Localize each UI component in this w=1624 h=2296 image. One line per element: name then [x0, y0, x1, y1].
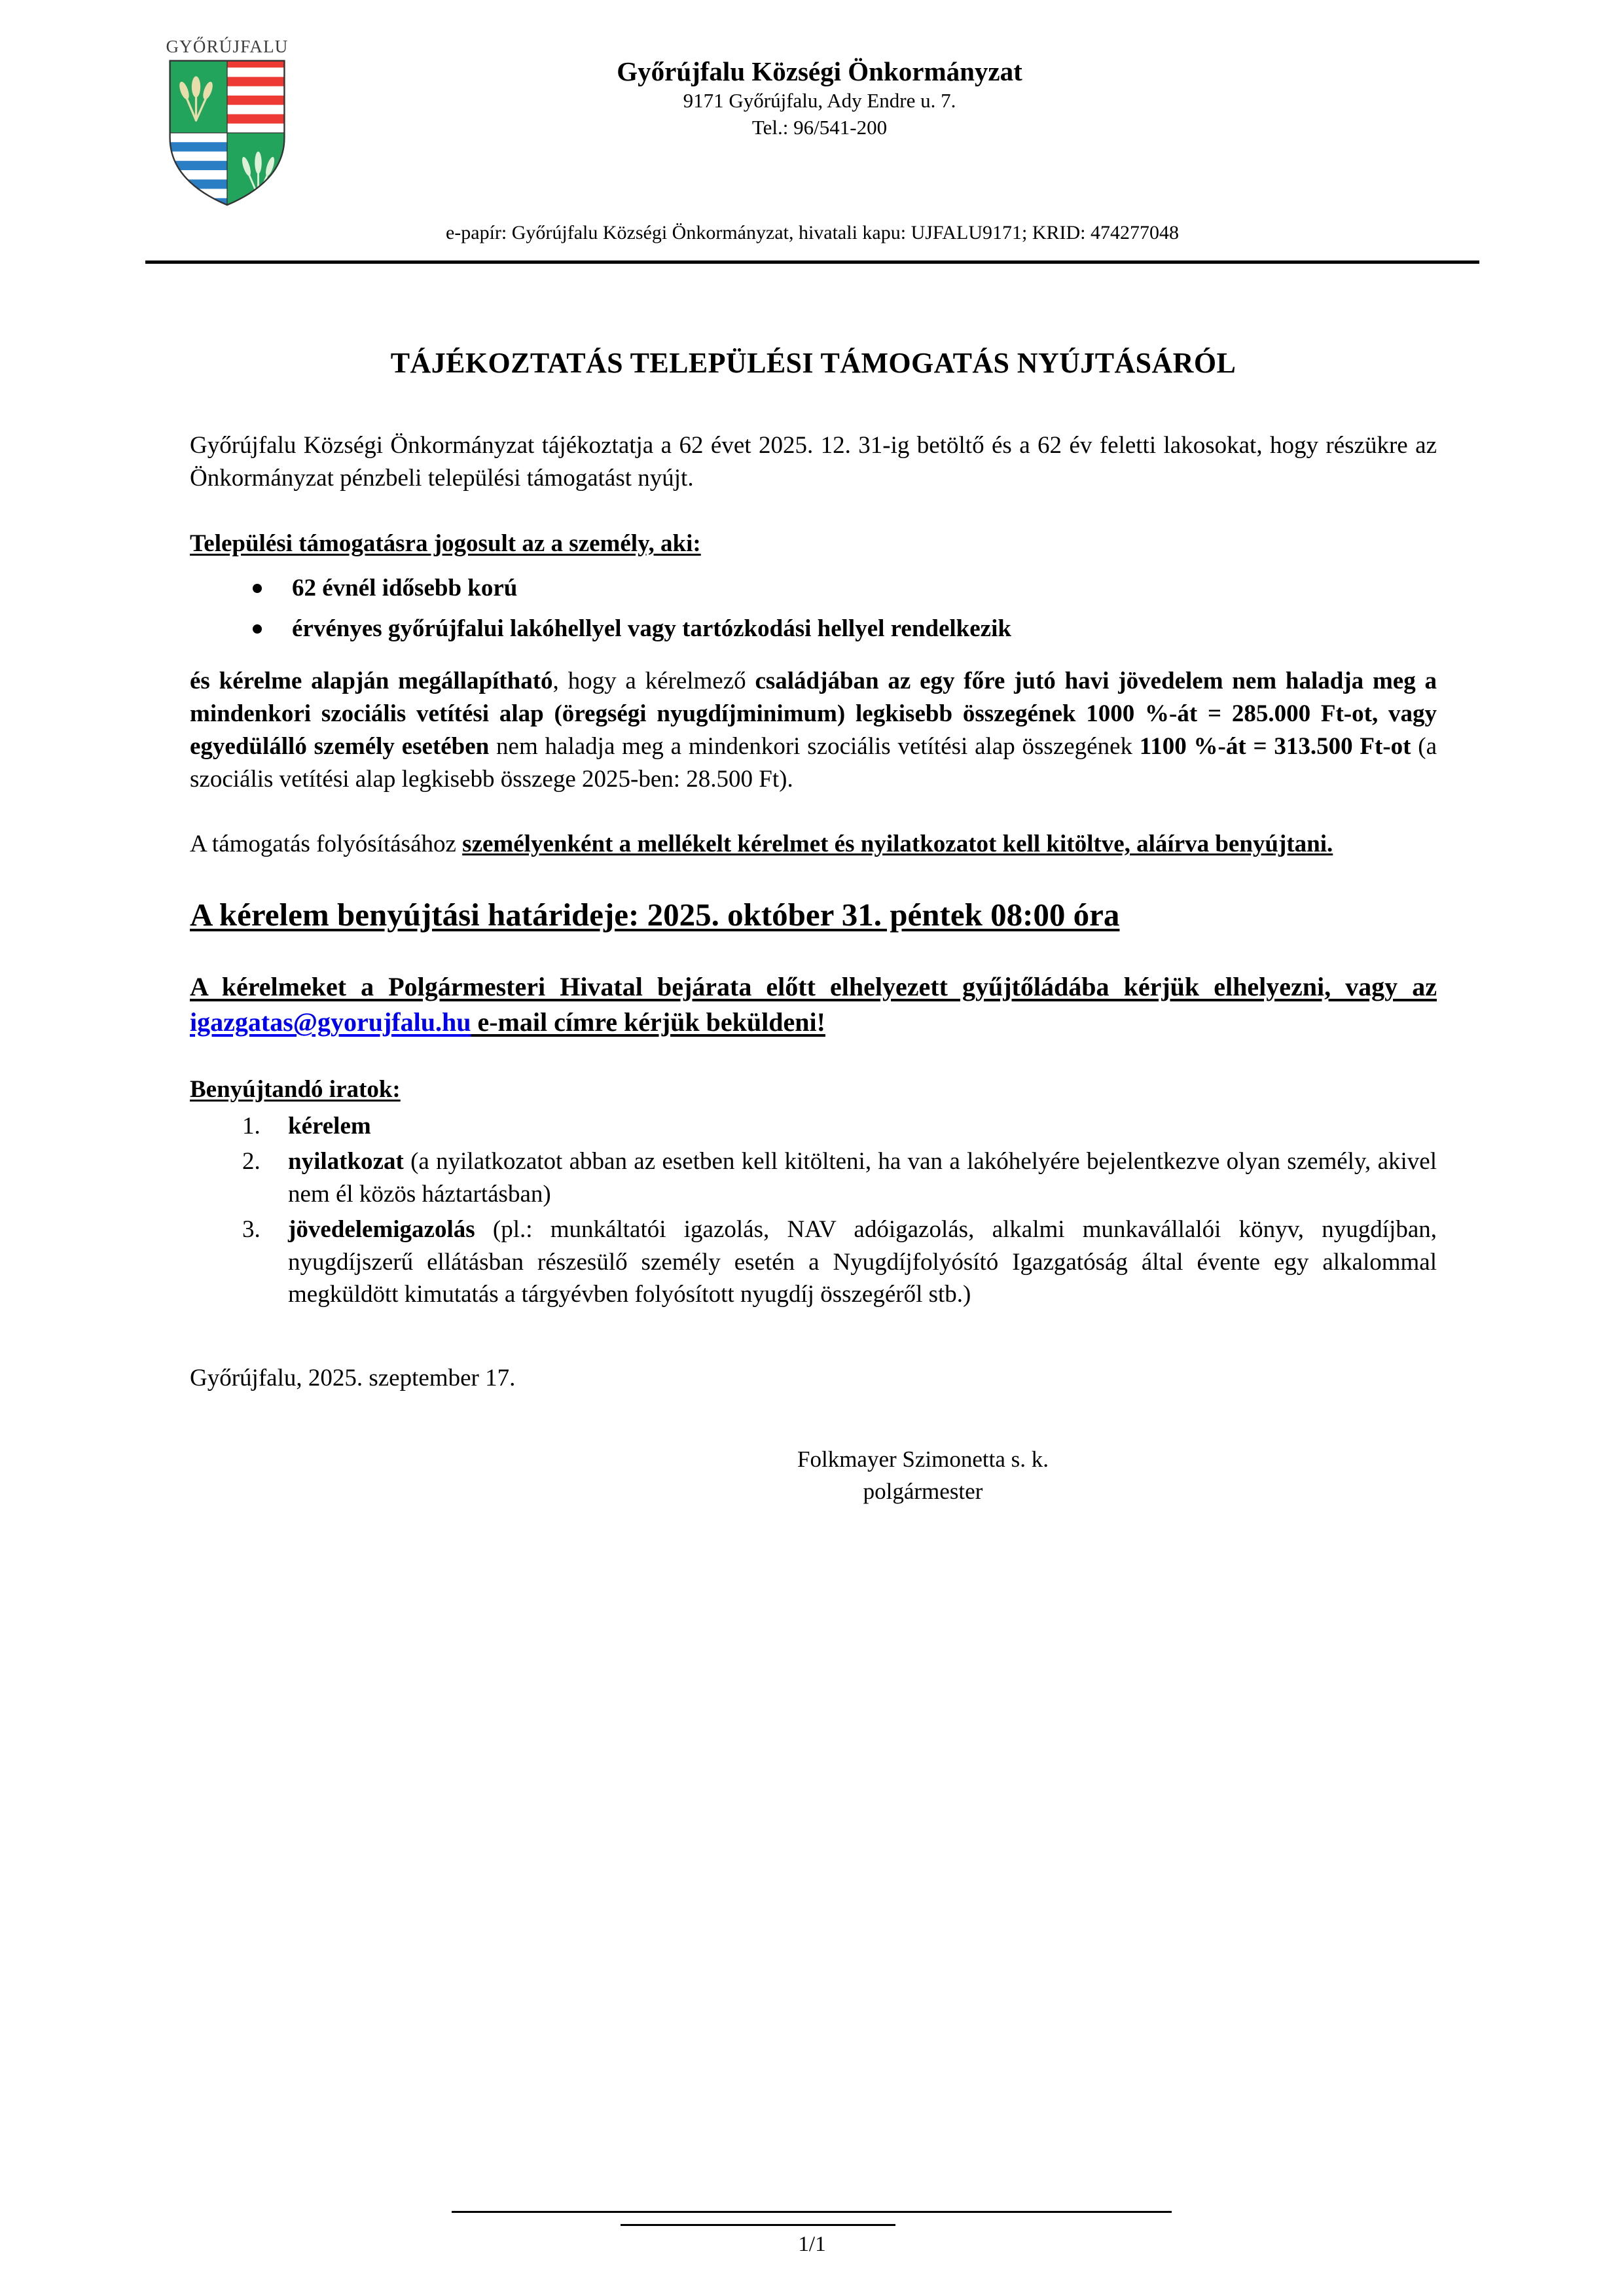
- place-and-date: Győrújfalu, 2025. szeptember 17.: [190, 1365, 516, 1392]
- deadline-statement: A kérelem benyújtási határideje: 2025. október 31. péntek 08:00 óra: [190, 897, 1120, 933]
- shield-icon: [164, 58, 290, 207]
- list-item: [190, 613, 1437, 645]
- signature-block: [596, 1443, 1250, 1507]
- epapir-line: e-papír: Győrújfalu Községi Önkormányzat, hivatali kapu: UJFALU9171; KRID: 474277048: [445, 222, 1180, 243]
- doc-item-detail: (a nyilatkozatot abban az esetben kell kitölteni, ha van a lakóhelyére bejelentkezve olyan személy, akivel nem él közös háztartásban): [288, 1147, 1437, 1208]
- income-condition-paragraph: [190, 665, 1437, 796]
- list-item: [190, 1213, 1437, 1312]
- doc-item-label: kérelem: [288, 1112, 371, 1139]
- income-seg-5: 1100 %-át = 313.500 Ft-ot: [1139, 732, 1411, 760]
- doc-item-detail: (pl.: munkáltatói igazolás, NAV adóigazolás, alkalmi munkavállalói könyv, nyugdíjban, nyugdíjszerű ellátásban részesülő személy esetén a Nyugdíjfolyósító Igazgatóság által évente egy alkalommal megküldött kimutatás a tárgyévben folyósított nyugdíj összegéről stb.): [288, 1215, 1437, 1308]
- page-number: 1/1: [798, 2233, 826, 2256]
- list-item: [190, 1145, 1437, 1211]
- email-link[interactable]: igazgatas@gyorujfalu.hu: [190, 1007, 471, 1037]
- submission-seg-1: A kérelmeket a Polgármesteri Hivatal bejárata előtt elhelyezett gyűjtőládába kérjük elhelyezni, vagy az: [190, 972, 1437, 1002]
- income-seg-4: nem haladja meg a mindenkori szociális vetítési alap összegének: [489, 732, 1140, 760]
- bullet-icon: [253, 624, 262, 634]
- footer-divider-lower: [621, 2224, 895, 2226]
- page-title: TÁJÉKOZTATÁS TELEPÜLÉSI TÁMOGATÁS NYÚJTÁSÁRÓL: [390, 347, 1236, 379]
- organization-title: Győrújfalu Községi Önkormányzat: [617, 56, 1022, 86]
- income-seg-3: családjában az egy főre jutó havi jövedelem nem haladja meg a mindenkori szociális vetítési alap (öregségi nyugdíjminimum) legkisebb összegének 1000 %-át = 285.000 Ft-ot, vagy egyedülálló személy esetében: [190, 667, 1437, 760]
- intro-paragraph: Győrújfalu Községi Önkormányzat tájékoztatja a 62 évet 2025. 12. 31-ig betöltő és a 62 év feletti lakosokat, hogy részükre az Önkormányzat pénzbeli települési támogatást nyújt.: [190, 432, 1437, 492]
- submission-instructions: [190, 969, 1437, 1041]
- municipal-coat-of-arms: [145, 38, 309, 221]
- payout-seg-emphasis: személyenként a mellékelt kérelmet és nyilatkozatot kell kitöltve, aláírva benyújtani.: [462, 831, 1333, 858]
- letterhead-text: [309, 55, 1330, 141]
- document-body: [190, 331, 1437, 1507]
- doc-item-label: nyilatkozat: [288, 1147, 404, 1175]
- signatory-role: polgármester: [863, 1479, 983, 1505]
- income-seg-1: és kérelme alapján megállapítható: [190, 667, 553, 694]
- required-documents-list: [190, 1110, 1437, 1312]
- eligibility-heading: Települési támogatásra jogosult az a személy, aki:: [190, 529, 701, 557]
- header-divider: [145, 260, 1479, 264]
- payout-seg-plain: A támogatás folyósításához: [190, 831, 463, 858]
- organization-address: 9171 Győrújfalu, Ady Endre u. 7.: [683, 89, 956, 113]
- required-documents-heading: Benyújtandó iratok:: [190, 1075, 401, 1103]
- doc-item-label: jövedelemigazolás: [288, 1215, 475, 1243]
- bullet-icon: [253, 584, 262, 593]
- income-seg-2: , hogy a kérelmező: [552, 667, 755, 694]
- income-seg-6: (a szociális vetítési alap legkisebb összege 2025-ben: 28.500 Ft).: [190, 732, 1437, 793]
- footer-divider-upper: [452, 2211, 1172, 2213]
- list-item: [190, 1110, 1437, 1143]
- organization-phone: Tel.: 96/541-200: [751, 115, 888, 139]
- signatory-name: Folkmayer Szimonetta s. k.: [797, 1446, 1049, 1473]
- eligibility-list: [190, 572, 1437, 645]
- list-item: [190, 572, 1437, 605]
- eligibility-item-label: érvényes győrújfalui lakóhellyel vagy tartózkodási hellyel rendelkezik: [292, 615, 1011, 642]
- payout-paragraph: [190, 828, 1437, 861]
- crest-label: GYŐRÚJFALU: [166, 37, 289, 56]
- letterhead: [145, 31, 1479, 260]
- eligibility-item-label: 62 évnél idősebb korú: [292, 574, 518, 601]
- submission-seg-2: e-mail címre kérjük beküldeni!: [471, 1007, 825, 1037]
